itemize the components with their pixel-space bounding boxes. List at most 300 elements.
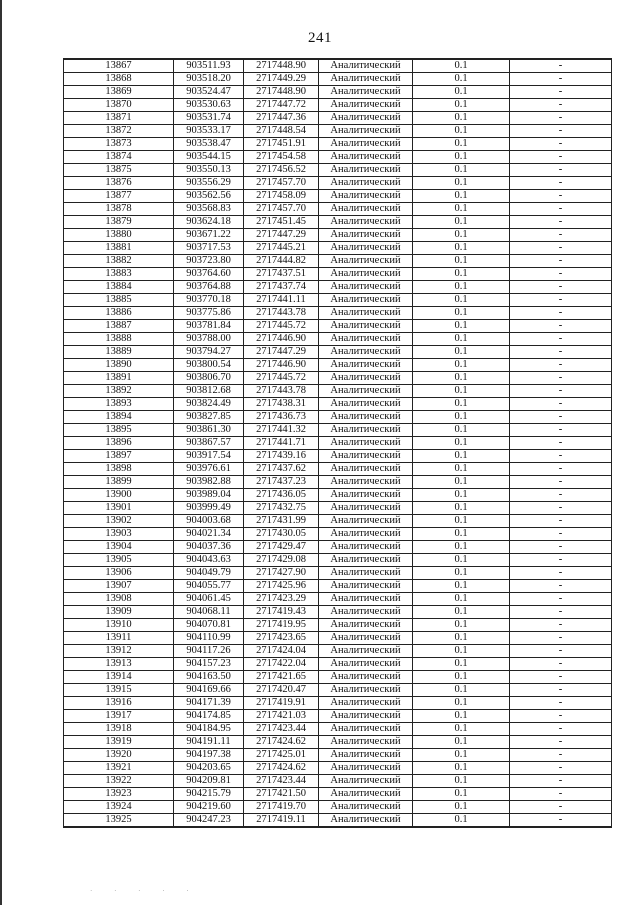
accuracy-cell: 0.1 — [413, 372, 510, 385]
note-cell: - — [510, 398, 612, 411]
y-coordinate-cell: 2717437.74 — [244, 281, 319, 294]
accuracy-cell: 0.1 — [413, 736, 510, 749]
point-number-cell: 13923 — [64, 788, 174, 801]
accuracy-cell: 0.1 — [413, 788, 510, 801]
method-cell: Аналитический — [319, 515, 413, 528]
table-row — [64, 255, 612, 268]
point-number-cell: 13892 — [64, 385, 174, 398]
accuracy-cell: 0.1 — [413, 411, 510, 424]
method-cell: Аналитический — [319, 125, 413, 138]
x-coordinate-cell: 903999.49 — [174, 502, 244, 515]
accuracy-cell: 0.1 — [413, 125, 510, 138]
point-number-cell: 13922 — [64, 775, 174, 788]
point-number-cell: 13925 — [64, 814, 174, 828]
table-row — [64, 489, 612, 502]
table-row — [64, 216, 612, 229]
point-number-cell: 13869 — [64, 86, 174, 99]
accuracy-cell: 0.1 — [413, 164, 510, 177]
x-coordinate-cell: 904197.38 — [174, 749, 244, 762]
x-coordinate-cell: 903518.20 — [174, 73, 244, 86]
table-row — [64, 112, 612, 125]
note-cell: - — [510, 541, 612, 554]
x-coordinate-cell: 903770.18 — [174, 294, 244, 307]
table-row — [64, 593, 612, 606]
point-number-cell: 13879 — [64, 216, 174, 229]
x-coordinate-cell: 904055.77 — [174, 580, 244, 593]
y-coordinate-cell: 2717445.72 — [244, 320, 319, 333]
point-number-cell: 13916 — [64, 697, 174, 710]
note-cell: - — [510, 762, 612, 775]
table-row — [64, 619, 612, 632]
y-coordinate-cell: 2717429.08 — [244, 554, 319, 567]
table-row — [64, 138, 612, 151]
note-cell: - — [510, 814, 612, 828]
accuracy-cell: 0.1 — [413, 151, 510, 164]
point-number-cell: 13891 — [64, 372, 174, 385]
note-cell: - — [510, 463, 612, 476]
method-cell: Аналитический — [319, 554, 413, 567]
table-row — [64, 99, 612, 112]
x-coordinate-cell: 904061.45 — [174, 593, 244, 606]
accuracy-cell: 0.1 — [413, 424, 510, 437]
note-cell: - — [510, 658, 612, 671]
table-row — [64, 723, 612, 736]
accuracy-cell: 0.1 — [413, 177, 510, 190]
table-row — [64, 541, 612, 554]
accuracy-cell: 0.1 — [413, 59, 510, 73]
point-number-cell: 13884 — [64, 281, 174, 294]
y-coordinate-cell: 2717447.29 — [244, 346, 319, 359]
table-row — [64, 86, 612, 99]
note-cell: - — [510, 476, 612, 489]
method-cell: Аналитический — [319, 671, 413, 684]
y-coordinate-cell: 2717419.91 — [244, 697, 319, 710]
point-number-cell: 13895 — [64, 424, 174, 437]
x-coordinate-cell: 904247.23 — [174, 814, 244, 828]
point-number-cell: 13896 — [64, 437, 174, 450]
x-coordinate-cell: 903556.29 — [174, 177, 244, 190]
x-coordinate-cell: 904191.11 — [174, 736, 244, 749]
method-cell: Аналитический — [319, 333, 413, 346]
scan-edge-rule — [0, 0, 2, 905]
table-row — [64, 684, 612, 697]
note-cell: - — [510, 801, 612, 814]
table-row — [64, 788, 612, 801]
x-coordinate-cell: 903764.88 — [174, 281, 244, 294]
x-coordinate-cell: 903982.88 — [174, 476, 244, 489]
method-cell: Аналитический — [319, 632, 413, 645]
method-cell: Аналитический — [319, 151, 413, 164]
accuracy-cell: 0.1 — [413, 229, 510, 242]
note-cell: - — [510, 229, 612, 242]
accuracy-cell: 0.1 — [413, 281, 510, 294]
table-row — [64, 606, 612, 619]
y-coordinate-cell: 2717431.99 — [244, 515, 319, 528]
method-cell: Аналитический — [319, 437, 413, 450]
point-number-cell: 13887 — [64, 320, 174, 333]
x-coordinate-cell: 903511.93 — [174, 59, 244, 73]
x-coordinate-cell: 904184.95 — [174, 723, 244, 736]
y-coordinate-cell: 2717437.62 — [244, 463, 319, 476]
note-cell: - — [510, 346, 612, 359]
method-cell: Аналитический — [319, 502, 413, 515]
table-row — [64, 814, 612, 828]
y-coordinate-cell: 2717429.47 — [244, 541, 319, 554]
y-coordinate-cell: 2717439.16 — [244, 450, 319, 463]
accuracy-cell: 0.1 — [413, 268, 510, 281]
method-cell: Аналитический — [319, 814, 413, 828]
y-coordinate-cell: 2717425.01 — [244, 749, 319, 762]
x-coordinate-cell: 904003.68 — [174, 515, 244, 528]
x-coordinate-cell: 903806.70 — [174, 372, 244, 385]
table-row — [64, 697, 612, 710]
y-coordinate-cell: 2717441.71 — [244, 437, 319, 450]
method-cell: Аналитический — [319, 593, 413, 606]
table-row — [64, 710, 612, 723]
table-row — [64, 580, 612, 593]
note-cell: - — [510, 528, 612, 541]
x-coordinate-cell: 903538.47 — [174, 138, 244, 151]
table-row — [64, 359, 612, 372]
note-cell: - — [510, 632, 612, 645]
note-cell: - — [510, 606, 612, 619]
note-cell: - — [510, 554, 612, 567]
y-coordinate-cell: 2717423.65 — [244, 632, 319, 645]
x-coordinate-cell: 904203.65 — [174, 762, 244, 775]
point-number-cell: 13919 — [64, 736, 174, 749]
table-row — [64, 567, 612, 580]
table-row — [64, 268, 612, 281]
x-coordinate-cell: 903824.49 — [174, 398, 244, 411]
point-number-cell: 13902 — [64, 515, 174, 528]
table-row — [64, 515, 612, 528]
y-coordinate-cell: 2717424.62 — [244, 736, 319, 749]
method-cell: Аналитический — [319, 268, 413, 281]
table-row — [64, 372, 612, 385]
table-row — [64, 645, 612, 658]
point-number-cell: 13915 — [64, 684, 174, 697]
point-number-cell: 13867 — [64, 59, 174, 73]
y-coordinate-cell: 2717422.04 — [244, 658, 319, 671]
accuracy-cell: 0.1 — [413, 515, 510, 528]
y-coordinate-cell: 2717447.72 — [244, 99, 319, 112]
x-coordinate-cell: 903788.00 — [174, 333, 244, 346]
note-cell: - — [510, 203, 612, 216]
method-cell: Аналитический — [319, 788, 413, 801]
y-coordinate-cell: 2717441.11 — [244, 294, 319, 307]
x-coordinate-cell: 903775.86 — [174, 307, 244, 320]
y-coordinate-cell: 2717449.29 — [244, 73, 319, 86]
y-coordinate-cell: 2717447.29 — [244, 229, 319, 242]
point-number-cell: 13868 — [64, 73, 174, 86]
point-number-cell: 13910 — [64, 619, 174, 632]
table-row — [64, 437, 612, 450]
accuracy-cell: 0.1 — [413, 294, 510, 307]
accuracy-cell: 0.1 — [413, 723, 510, 736]
y-coordinate-cell: 2717445.72 — [244, 372, 319, 385]
accuracy-cell: 0.1 — [413, 580, 510, 593]
table-row — [64, 450, 612, 463]
method-cell: Аналитический — [319, 307, 413, 320]
note-cell: - — [510, 59, 612, 73]
accuracy-cell: 0.1 — [413, 541, 510, 554]
method-cell: Аналитический — [319, 216, 413, 229]
page-number: 241 — [308, 30, 332, 46]
note-cell: - — [510, 255, 612, 268]
note-cell: - — [510, 424, 612, 437]
point-number-cell: 13882 — [64, 255, 174, 268]
point-number-cell: 13911 — [64, 632, 174, 645]
table-row — [64, 229, 612, 242]
method-cell: Аналитический — [319, 697, 413, 710]
x-coordinate-cell: 904037.36 — [174, 541, 244, 554]
method-cell: Аналитический — [319, 567, 413, 580]
method-cell: Аналитический — [319, 580, 413, 593]
note-cell: - — [510, 645, 612, 658]
note-cell: - — [510, 320, 612, 333]
accuracy-cell: 0.1 — [413, 359, 510, 372]
note-cell: - — [510, 450, 612, 463]
x-coordinate-cell: 903562.56 — [174, 190, 244, 203]
accuracy-cell: 0.1 — [413, 463, 510, 476]
method-cell: Аналитический — [319, 476, 413, 489]
point-number-cell: 13921 — [64, 762, 174, 775]
point-number-cell: 13878 — [64, 203, 174, 216]
y-coordinate-cell: 2717430.05 — [244, 528, 319, 541]
table-row — [64, 151, 612, 164]
y-coordinate-cell: 2717441.32 — [244, 424, 319, 437]
accuracy-cell: 0.1 — [413, 619, 510, 632]
point-number-cell: 13917 — [64, 710, 174, 723]
y-coordinate-cell: 2717458.09 — [244, 190, 319, 203]
accuracy-cell: 0.1 — [413, 437, 510, 450]
method-cell: Аналитический — [319, 346, 413, 359]
accuracy-cell: 0.1 — [413, 99, 510, 112]
table-row — [64, 554, 612, 567]
note-cell: - — [510, 593, 612, 606]
point-number-cell: 13870 — [64, 99, 174, 112]
method-cell: Аналитический — [319, 801, 413, 814]
x-coordinate-cell: 903531.74 — [174, 112, 244, 125]
point-number-cell: 13912 — [64, 645, 174, 658]
method-cell: Аналитический — [319, 112, 413, 125]
x-coordinate-cell: 904215.79 — [174, 788, 244, 801]
point-number-cell: 13889 — [64, 346, 174, 359]
y-coordinate-cell: 2717423.44 — [244, 723, 319, 736]
y-coordinate-cell: 2717436.05 — [244, 489, 319, 502]
accuracy-cell: 0.1 — [413, 749, 510, 762]
y-coordinate-cell: 2717447.36 — [244, 112, 319, 125]
note-cell: - — [510, 307, 612, 320]
point-number-cell: 13886 — [64, 307, 174, 320]
table-row — [64, 281, 612, 294]
x-coordinate-cell: 903550.13 — [174, 164, 244, 177]
x-coordinate-cell: 904110.99 — [174, 632, 244, 645]
note-cell: - — [510, 99, 612, 112]
table-row — [64, 385, 612, 398]
x-coordinate-cell: 904157.23 — [174, 658, 244, 671]
point-number-cell: 13897 — [64, 450, 174, 463]
accuracy-cell: 0.1 — [413, 554, 510, 567]
note-cell: - — [510, 242, 612, 255]
y-coordinate-cell: 2717419.11 — [244, 814, 319, 828]
y-coordinate-cell: 2717451.91 — [244, 138, 319, 151]
y-coordinate-cell: 2717421.03 — [244, 710, 319, 723]
note-cell: - — [510, 138, 612, 151]
point-number-cell: 13904 — [64, 541, 174, 554]
x-coordinate-cell: 904068.11 — [174, 606, 244, 619]
table-row — [64, 632, 612, 645]
y-coordinate-cell: 2717457.70 — [244, 177, 319, 190]
y-coordinate-cell: 2717438.31 — [244, 398, 319, 411]
x-coordinate-cell: 903781.84 — [174, 320, 244, 333]
accuracy-cell: 0.1 — [413, 320, 510, 333]
x-coordinate-cell: 904117.26 — [174, 645, 244, 658]
point-number-cell: 13918 — [64, 723, 174, 736]
x-coordinate-cell: 904219.60 — [174, 801, 244, 814]
x-coordinate-cell: 903568.83 — [174, 203, 244, 216]
method-cell: Аналитический — [319, 489, 413, 502]
accuracy-cell: 0.1 — [413, 203, 510, 216]
method-cell: Аналитический — [319, 320, 413, 333]
method-cell: Аналитический — [319, 424, 413, 437]
point-number-cell: 13871 — [64, 112, 174, 125]
x-coordinate-cell: 903827.85 — [174, 411, 244, 424]
accuracy-cell: 0.1 — [413, 216, 510, 229]
method-cell: Аналитический — [319, 463, 413, 476]
scan-noise: · · · · · — [90, 887, 199, 895]
accuracy-cell: 0.1 — [413, 255, 510, 268]
table-row — [64, 190, 612, 203]
note-cell: - — [510, 294, 612, 307]
note-cell: - — [510, 749, 612, 762]
table-row — [64, 775, 612, 788]
point-number-cell: 13901 — [64, 502, 174, 515]
table-row — [64, 73, 612, 86]
table-row — [64, 476, 612, 489]
x-coordinate-cell: 904043.63 — [174, 554, 244, 567]
x-coordinate-cell: 903764.60 — [174, 268, 244, 281]
x-coordinate-cell: 904070.81 — [174, 619, 244, 632]
method-cell: Аналитический — [319, 619, 413, 632]
accuracy-cell: 0.1 — [413, 385, 510, 398]
x-coordinate-cell: 903524.47 — [174, 86, 244, 99]
y-coordinate-cell: 2717420.47 — [244, 684, 319, 697]
table-row — [64, 203, 612, 216]
y-coordinate-cell: 2717424.62 — [244, 762, 319, 775]
note-cell: - — [510, 775, 612, 788]
x-coordinate-cell: 904209.81 — [174, 775, 244, 788]
table-row — [64, 307, 612, 320]
x-coordinate-cell: 903717.53 — [174, 242, 244, 255]
point-number-cell: 13900 — [64, 489, 174, 502]
x-coordinate-cell: 904174.85 — [174, 710, 244, 723]
x-coordinate-cell: 903624.18 — [174, 216, 244, 229]
point-number-cell: 13873 — [64, 138, 174, 151]
method-cell: Аналитический — [319, 775, 413, 788]
method-cell: Аналитический — [319, 59, 413, 73]
note-cell: - — [510, 502, 612, 515]
method-cell: Аналитический — [319, 762, 413, 775]
note-cell: - — [510, 216, 612, 229]
y-coordinate-cell: 2717421.65 — [244, 671, 319, 684]
x-coordinate-cell: 904021.34 — [174, 528, 244, 541]
x-coordinate-cell: 903794.27 — [174, 346, 244, 359]
method-cell: Аналитический — [319, 528, 413, 541]
method-cell: Аналитический — [319, 658, 413, 671]
note-cell: - — [510, 619, 612, 632]
note-cell: - — [510, 489, 612, 502]
note-cell: - — [510, 710, 612, 723]
point-number-cell: 13914 — [64, 671, 174, 684]
y-coordinate-cell: 2717443.78 — [244, 385, 319, 398]
y-coordinate-cell: 2717444.82 — [244, 255, 319, 268]
table-row — [64, 294, 612, 307]
x-coordinate-cell: 903917.54 — [174, 450, 244, 463]
y-coordinate-cell: 2717424.04 — [244, 645, 319, 658]
note-cell: - — [510, 281, 612, 294]
accuracy-cell: 0.1 — [413, 73, 510, 86]
point-number-cell: 13898 — [64, 463, 174, 476]
note-cell: - — [510, 515, 612, 528]
method-cell: Аналитический — [319, 385, 413, 398]
accuracy-cell: 0.1 — [413, 86, 510, 99]
note-cell: - — [510, 125, 612, 138]
method-cell: Аналитический — [319, 294, 413, 307]
method-cell: Аналитический — [319, 359, 413, 372]
method-cell: Аналитический — [319, 723, 413, 736]
accuracy-cell: 0.1 — [413, 606, 510, 619]
method-cell: Аналитический — [319, 203, 413, 216]
x-coordinate-cell: 903723.80 — [174, 255, 244, 268]
y-coordinate-cell: 2717427.90 — [244, 567, 319, 580]
note-cell: - — [510, 359, 612, 372]
point-number-cell: 13877 — [64, 190, 174, 203]
method-cell: Аналитический — [319, 450, 413, 463]
point-number-cell: 13894 — [64, 411, 174, 424]
accuracy-cell: 0.1 — [413, 450, 510, 463]
x-coordinate-cell: 903989.04 — [174, 489, 244, 502]
accuracy-cell: 0.1 — [413, 814, 510, 828]
accuracy-cell: 0.1 — [413, 658, 510, 671]
table-row — [64, 528, 612, 541]
point-number-cell: 13909 — [64, 606, 174, 619]
accuracy-cell: 0.1 — [413, 489, 510, 502]
accuracy-cell: 0.1 — [413, 684, 510, 697]
method-cell: Аналитический — [319, 710, 413, 723]
method-cell: Аналитический — [319, 99, 413, 112]
accuracy-cell: 0.1 — [413, 502, 510, 515]
method-cell: Аналитический — [319, 398, 413, 411]
coordinates-table-body — [64, 59, 612, 827]
x-coordinate-cell: 904171.39 — [174, 697, 244, 710]
method-cell: Аналитический — [319, 736, 413, 749]
y-coordinate-cell: 2717423.29 — [244, 593, 319, 606]
y-coordinate-cell: 2717437.51 — [244, 268, 319, 281]
y-coordinate-cell: 2717423.44 — [244, 775, 319, 788]
y-coordinate-cell: 2717446.90 — [244, 333, 319, 346]
point-number-cell: 13890 — [64, 359, 174, 372]
accuracy-cell: 0.1 — [413, 593, 510, 606]
method-cell: Аналитический — [319, 73, 413, 86]
note-cell: - — [510, 437, 612, 450]
accuracy-cell: 0.1 — [413, 697, 510, 710]
method-cell: Аналитический — [319, 645, 413, 658]
y-coordinate-cell: 2717448.54 — [244, 125, 319, 138]
note-cell: - — [510, 86, 612, 99]
point-number-cell: 13905 — [64, 554, 174, 567]
method-cell: Аналитический — [319, 372, 413, 385]
